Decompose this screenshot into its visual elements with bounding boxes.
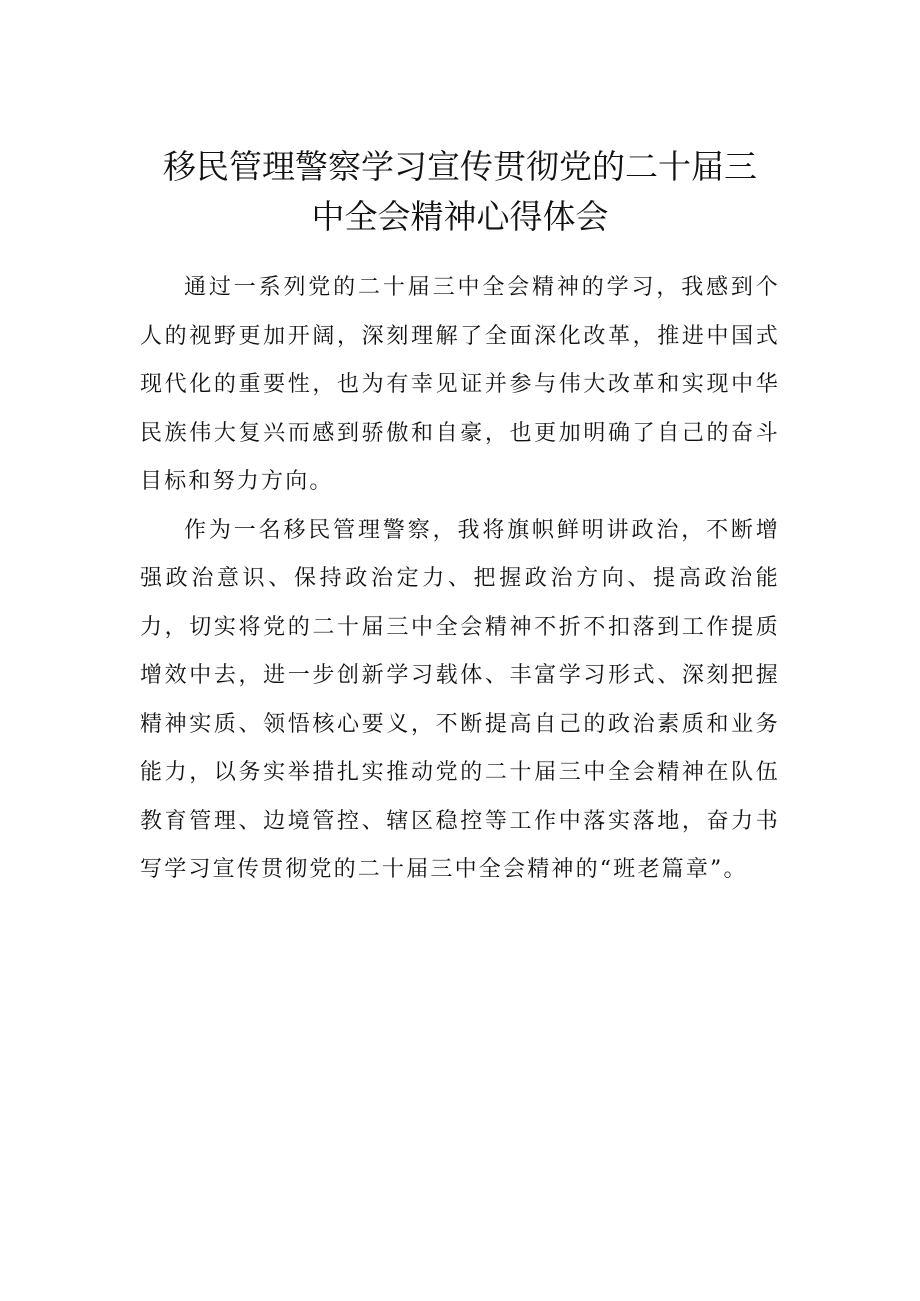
- document-body: [140, 264, 780, 895]
- document-title-line-2: 中全会精神心得体会: [311, 197, 609, 236]
- paragraph-2: 作为一名移民管理警察，我将旗帜鲜明讲政治，不断增强政治意识、保持政治定力、把握政治方向、提高政治能力，切实将党的二十届三中全会精神不折不扣落到工作提质增效中去，进一步创新学习载体、丰富学习形式、深刻把握精神实质、领悟核心要义，不断提高自己的政治素质和业务能力，以务实举措扎实推动党的二十届三中全会精神在队伍教育管理、边境管控、辖区稳控等工作中落实落地，奋力书写学习宣传贯彻党的二十届三中全会精神的“班老篇章”。: [140, 517, 780, 882]
- paragraph-1: 通过一系列党的二十届三中全会精神的学习，我感到个人的视野更加开阔，深刻理解了全面深化改革，推进中国式现代化的重要性，也为有幸见证并参与伟大改革和实现中华民族伟大复兴而感到骄傲和自豪，也更加明确了自己的奋斗目标和努力方向。: [140, 275, 780, 494]
- document-title-line-1: 移民管理警察学习宣传贯彻党的二十届三: [163, 147, 757, 186]
